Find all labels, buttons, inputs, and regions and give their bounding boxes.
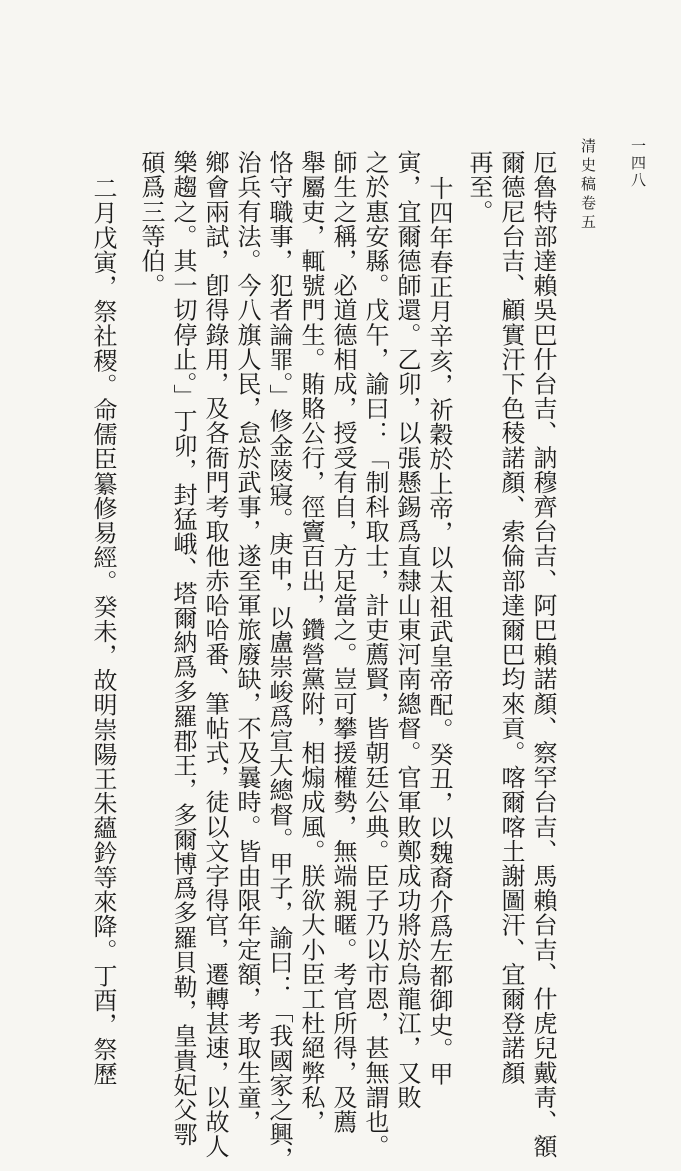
text-column-6: 之於惠安縣。戊午，諭曰：「制科取士，計吏薦賢，皆朝廷公典。臣子乃以市恩，甚無謂也。 xyxy=(361,150,389,1159)
book-title-header: 清史稿卷五 xyxy=(579,138,597,233)
text-column-3: 再至。 xyxy=(465,150,493,224)
text-column-10: 治兵有法。今八旗人民，怠於武事，遂至軍旅廢缺，不及曩時。皆由限年定額，考取生童， xyxy=(233,150,261,1134)
text-column-1: 厄魯特部達賴吳巴什台吉、訥穆齊台吉、阿巴賴諾顏、察罕台吉、馬賴台吉、什虎兒戴靑、額 xyxy=(529,150,557,1159)
text-column-9: 恪守職事，犯者論罪。」修金陵寢。庚申，以盧崇峻爲宣大總督。甲子，諭曰：「我國家之興， xyxy=(265,150,293,1171)
text-column-5: 寅，宜爾德師還。乙卯，以張懸錫爲直隸山東河南總督。官軍敗鄭成功將於烏龍江，又敗 xyxy=(393,150,421,1110)
text-column-7: 師生之稱，必道德相成，授受有自，方足當之。豈可攀援權勢，無端親暱。考官所得，及薦 xyxy=(329,150,357,1134)
text-column-4: 十四年春正月辛亥，祈穀於上帝，以太祖武皇帝配。癸丑，以魏裔介爲左都御史。甲 xyxy=(425,176,453,1087)
text-column-2: 爾德尼台吉、顧實汗下色稜諾顏、索倫部達爾巴均來貢。喀爾喀土謝圖汗、宜爾登諾顏 xyxy=(497,150,525,1085)
text-column-11: 鄉會兩試，卽得錄用，及各衙門考取他赤哈哈番、筆帖式，徒以文字得官，遷轉甚速，以故人 xyxy=(201,150,229,1159)
text-column-12: 樂趨之。其一切停止。」丁卯，封猛峨、塔爾納爲多羅郡王，多爾博爲多羅貝勒，皇貴妃父鄂 xyxy=(169,150,197,1147)
text-column-8: 舉屬吏，輒號門生。賄賂公行，徑竇百出，鑽營黨附，相煽成風。朕欲大小臣工杜絕弊私， xyxy=(297,150,325,1134)
page-number: 一四八 xyxy=(629,138,647,189)
text-column-14: 二月戊寅，祭社稷。命儒臣纂修易經。癸未，故明崇陽王朱蘊鈐等來降。丁酉，祭歷 xyxy=(89,176,117,1087)
text-column-13: 碩爲三等伯。 xyxy=(137,150,165,298)
